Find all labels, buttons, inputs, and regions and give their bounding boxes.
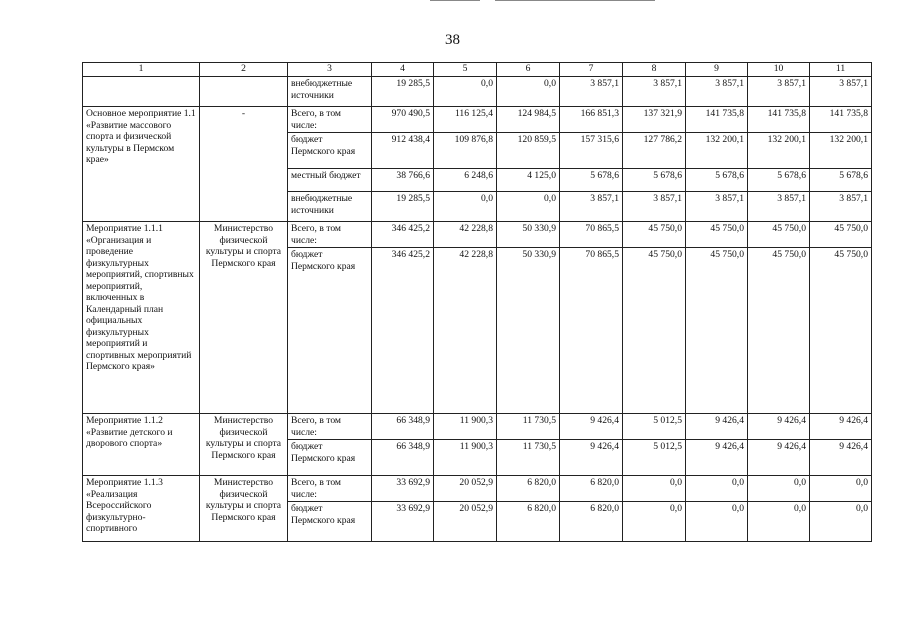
column-header: 3 <box>288 63 372 77</box>
table-cell-value: 38 766,6 <box>372 169 434 192</box>
table-cell-value: 70 865,5 <box>560 222 623 248</box>
event-name-cell: Мероприятие 1.1.2 «Развитие детского и дворового спорта» <box>83 414 200 476</box>
table-cell-value: 3 857,1 <box>810 77 872 107</box>
table-cell-value: 3 857,1 <box>686 192 748 222</box>
table-cell-value: 0,0 <box>497 192 560 222</box>
table-cell-value: 132 200,1 <box>748 133 810 169</box>
table-cell-value: 19 285,5 <box>372 192 434 222</box>
table-cell-value: 3 857,1 <box>623 77 686 107</box>
table-cell-value: 6 248,6 <box>434 169 497 192</box>
table-cell-value: 5 678,6 <box>686 169 748 192</box>
table-cell-value: 3 857,1 <box>748 192 810 222</box>
table-cell-value: 33 692,9 <box>372 476 434 502</box>
table-cell-value: 0,0 <box>748 502 810 542</box>
column-header: 1 <box>83 63 200 77</box>
table-cell-source: бюджет Пермского края <box>288 133 372 169</box>
table-cell-value: 33 692,9 <box>372 502 434 542</box>
table-cell-value: 166 851,3 <box>560 107 623 133</box>
table-row <box>83 107 872 133</box>
table-cell-value: 66 348,9 <box>372 440 434 476</box>
table-cell-value: 9 426,4 <box>686 414 748 440</box>
table-cell-source: бюджет Пермского края <box>288 440 372 476</box>
table-cell-source: местный бюджет <box>288 169 372 192</box>
table-cell-value: 3 857,1 <box>810 192 872 222</box>
executor-cell: Министерство физической культуры и спорта Пермского края <box>200 222 288 414</box>
table-cell-value: 9 426,4 <box>560 414 623 440</box>
column-header: 7 <box>560 63 623 77</box>
column-header: 5 <box>434 63 497 77</box>
table-cell-value: 0,0 <box>810 476 872 502</box>
column-header: 6 <box>497 63 560 77</box>
table-cell-source: Всего, в том числе: <box>288 222 372 248</box>
event-name-cell: Мероприятие 1.1.3 «Реализация Всероссийского физкультурно-спортивного <box>83 476 200 542</box>
column-header: 11 <box>810 63 872 77</box>
table-cell-value: 3 857,1 <box>560 192 623 222</box>
table-cell-source: бюджет Пермского края <box>288 502 372 542</box>
column-header: 2 <box>200 63 288 77</box>
table-cell-value: 0,0 <box>434 77 497 107</box>
table-cell-value: 70 865,5 <box>560 248 623 414</box>
table-body <box>83 77 872 542</box>
page-number: 38 <box>445 32 460 48</box>
table-cell-source: Всего, в том числе: <box>288 414 372 440</box>
table-cell-value: 19 285,5 <box>372 77 434 107</box>
table-cell-value: 9 426,4 <box>686 440 748 476</box>
table-cell-value: 109 876,8 <box>434 133 497 169</box>
table-cell-value: 127 786,2 <box>623 133 686 169</box>
table-cell-value: 346 425,2 <box>372 248 434 414</box>
header-rule-right <box>495 0 655 1</box>
table-cell-value: 66 348,9 <box>372 414 434 440</box>
event-name-cell: Основное мероприятие 1.1 «Развитие массового спорта и физической культуры в Пермском крае» <box>83 107 200 222</box>
table-cell-value: 3 857,1 <box>748 77 810 107</box>
table-cell-value: 45 750,0 <box>686 248 748 414</box>
table-cell-value: 970 490,5 <box>372 107 434 133</box>
table-cell-value: 0,0 <box>748 476 810 502</box>
table-cell-value: 0,0 <box>434 192 497 222</box>
table-cell-value: 0,0 <box>686 502 748 542</box>
table-cell-value: 5 678,6 <box>623 169 686 192</box>
table-cell-value: 3 857,1 <box>686 77 748 107</box>
table-cell-value: 45 750,0 <box>623 248 686 414</box>
table-cell-value: 6 820,0 <box>497 502 560 542</box>
table-cell-value: 9 426,4 <box>810 440 872 476</box>
table-cell-source: бюджет Пермского края <box>288 248 372 414</box>
table-cell-value: 45 750,0 <box>810 222 872 248</box>
table-cell-value: 6 820,0 <box>560 502 623 542</box>
table-cell-value: 120 859,5 <box>497 133 560 169</box>
table-row <box>83 77 872 107</box>
table-cell-source: Всего, в том числе: <box>288 107 372 133</box>
table-row <box>83 222 872 248</box>
table-cell-value: 116 125,4 <box>434 107 497 133</box>
table-cell-value: 45 750,0 <box>810 248 872 414</box>
table-cell-value: 132 200,1 <box>810 133 872 169</box>
table-row <box>83 414 872 440</box>
column-header: 9 <box>686 63 748 77</box>
column-header: 8 <box>623 63 686 77</box>
table-cell-value: 3 857,1 <box>560 77 623 107</box>
table-cell-value: 124 984,5 <box>497 107 560 133</box>
table-cell-value: 4 125,0 <box>497 169 560 192</box>
table-cell-value: 50 330,9 <box>497 222 560 248</box>
table-cell-value: 5 012,5 <box>623 414 686 440</box>
table-cell-value: 137 321,9 <box>623 107 686 133</box>
table-cell-value: 132 200,1 <box>686 133 748 169</box>
table-cell-value: 42 228,8 <box>434 248 497 414</box>
table-cell-value: 5 678,6 <box>560 169 623 192</box>
table-cell-value: 45 750,0 <box>748 248 810 414</box>
table-cell-value: 9 426,4 <box>748 414 810 440</box>
table-cell-value: 11 900,3 <box>434 414 497 440</box>
table-header <box>83 63 872 77</box>
table-cell-value: 0,0 <box>810 502 872 542</box>
event-name-cell: Мероприятие 1.1.1 «Организация и проведение физкультурных мероприятий, спортивных мероприятий, включенных в Календарный план официальных физкультурных мероприятий и спортивных мероприятий Пермского края» <box>83 222 200 414</box>
table-cell-value: 0,0 <box>686 476 748 502</box>
table-cell-value: 141 735,8 <box>810 107 872 133</box>
table-row <box>83 476 872 502</box>
column-header: 10 <box>748 63 810 77</box>
budget-table <box>82 62 872 542</box>
table-cell-value: 42 228,8 <box>434 222 497 248</box>
executor-cell: Министерство физической культуры и спорта Пермского края <box>200 414 288 476</box>
table-cell-value: 9 426,4 <box>748 440 810 476</box>
table-cell-source: внебюджетные источники <box>288 77 372 107</box>
table-cell-empty <box>200 77 288 107</box>
table-cell-value: 5 678,6 <box>810 169 872 192</box>
table-cell-value: 5 678,6 <box>748 169 810 192</box>
table-cell-value: 11 730,5 <box>497 440 560 476</box>
table-cell-empty <box>83 77 200 107</box>
header-rule-left <box>430 0 480 1</box>
table-cell-value: 45 750,0 <box>748 222 810 248</box>
table-cell-value: 0,0 <box>623 502 686 542</box>
table-cell-value: 6 820,0 <box>560 476 623 502</box>
table-cell-value: 157 315,6 <box>560 133 623 169</box>
table-cell-value: 11 900,3 <box>434 440 497 476</box>
column-header: 4 <box>372 63 434 77</box>
table-cell-value: 3 857,1 <box>623 192 686 222</box>
table-cell-value: 141 735,8 <box>686 107 748 133</box>
table-cell-value: 912 438,4 <box>372 133 434 169</box>
table-cell-value: 0,0 <box>497 77 560 107</box>
table-cell-value: 9 426,4 <box>810 414 872 440</box>
table-cell-value: 50 330,9 <box>497 248 560 414</box>
table-cell-value: 6 820,0 <box>497 476 560 502</box>
executor-cell: Министерство физической культуры и спорта Пермского края <box>200 476 288 542</box>
table-cell-source: внебюджетные источники <box>288 192 372 222</box>
table-cell-value: 346 425,2 <box>372 222 434 248</box>
table-cell-value: 11 730,5 <box>497 414 560 440</box>
executor-cell: - <box>200 107 288 222</box>
table-cell-value: 141 735,8 <box>748 107 810 133</box>
table-cell-value: 0,0 <box>623 476 686 502</box>
table-cell-value: 45 750,0 <box>686 222 748 248</box>
table-cell-value: 5 012,5 <box>623 440 686 476</box>
table-cell-source: Всего, в том числе: <box>288 476 372 502</box>
table-cell-value: 9 426,4 <box>560 440 623 476</box>
table-cell-value: 20 052,9 <box>434 476 497 502</box>
table-cell-value: 45 750,0 <box>623 222 686 248</box>
table-cell-value: 20 052,9 <box>434 502 497 542</box>
